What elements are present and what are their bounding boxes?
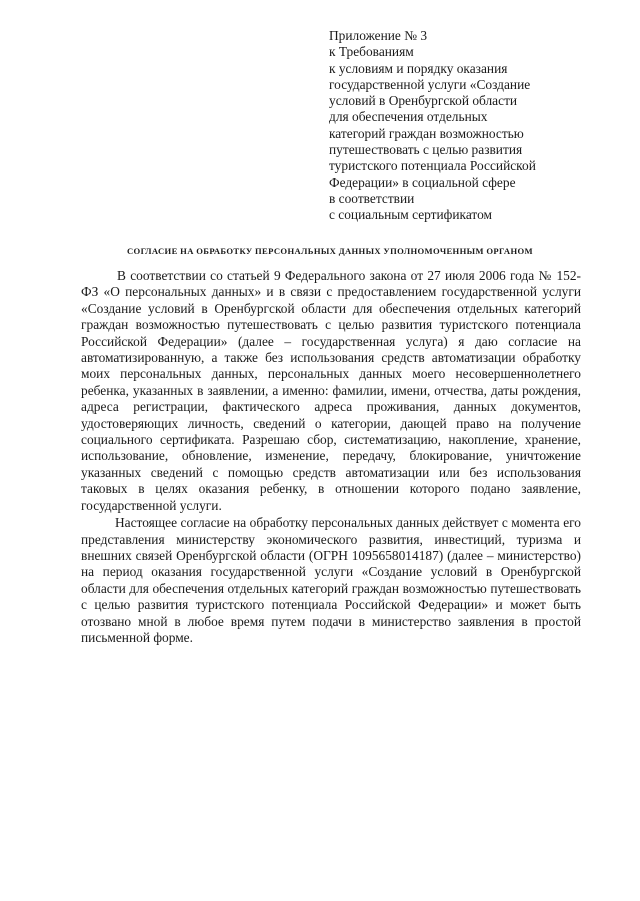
appendix-line: путешествовать с целью развития (329, 142, 523, 158)
appendix-line: с социальным сертификатом (329, 207, 493, 223)
appendix-line: категорий граждан возможностью (329, 125, 524, 141)
appendix-line: государственной услуги «Создание (329, 76, 531, 92)
body-paragraph: Настоящее согласие на обработку персональных данных действует с момента его представления министерству экономического развития, инвестиций, туризма и внешних связей Оренбургской области (ОГРН 1095658014187) (далее – министерство) на период оказания государственной услуги «Создание условий в Оренбургской области для обеспечения отдельных категорий граждан возможностью путешествовать с целью развития туристского потенциала Российской Федерации» и может быть отозвано мной в любое время путем подачи в министерство заявления в простой письменной форме. (81, 515, 581, 645)
appendix-line: в соответствии (329, 190, 415, 206)
appendix-line: туристского потенциала Российской (329, 158, 536, 174)
appendix-header (329, 28, 579, 224)
appendix-line: Приложение № 3 (329, 28, 428, 43)
appendix-line: условий в Оренбургской области (329, 93, 518, 109)
body-paragraph: В соответствии со статьей 9 Федерального закона от 27 июля 2006 года № 152-ФЗ «О персональных данных» и в связи с предоставлением государственной услуги «Создание условий в Оренбургской области для обеспечения отдельных категорий граждан возможностью путешествовать с целью развития туристского потенциала Российской Федерации» (далее – государственная услуга) я даю согласие на автоматизированную, а также без использования средств автоматизации обработку моих персональных данных, персональных данных моего несовершеннолетнего ребенка, указанных в заявлении, а именно: фамилии, имени, отчества, даты рождения, адреса регистрации, фактического адреса проживания, данных документов, удостоверяющих личность, сведений о категории, дающей право на получение социального сертификата. Разрешаю сбор, систематизацию, накопление, хранение, использование, обновление, изменение, передачу, блокирование, уничтожение указанных сведений с помощью средств автоматизации или без использования таковых в целях оказания ребенку, в отношении которого подано заявление, государственной услуги. (81, 268, 581, 513)
appendix-line: Федерации» в социальной сфере (329, 174, 516, 190)
document-body (81, 268, 581, 646)
appendix-line: к Требованиям (329, 44, 414, 60)
appendix-line: к условиям и порядку оказания (329, 60, 508, 76)
document-title: СОГЛАСИЕ НА ОБРАБОТКУ ПЕРСОНАЛЬНЫХ ДАННЫХ УПОЛНОМОЧЕННЫМ ОРГАНОМ (127, 246, 533, 256)
appendix-line: для обеспечения отдельных (329, 109, 488, 125)
